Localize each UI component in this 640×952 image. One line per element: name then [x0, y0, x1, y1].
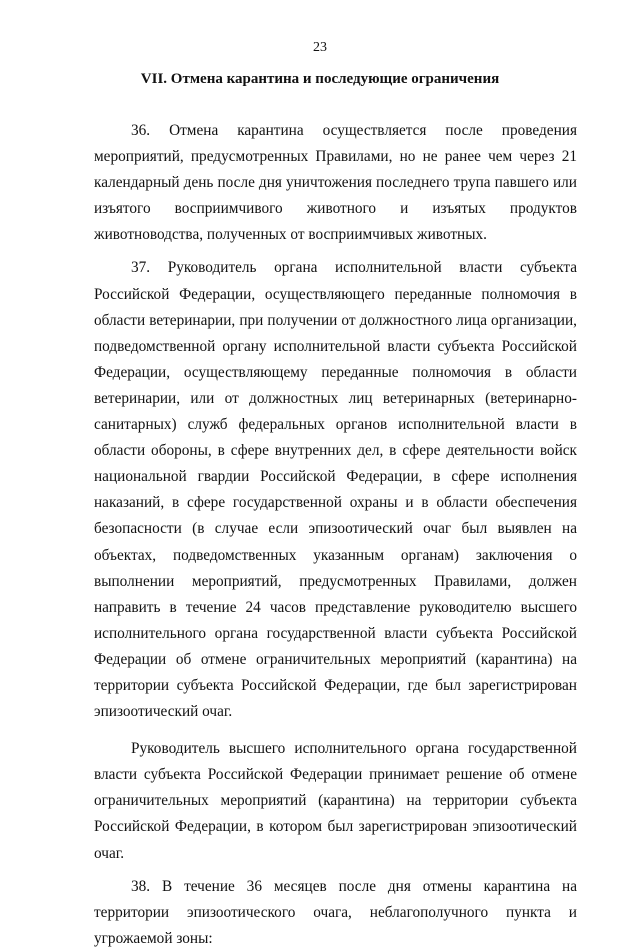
page-number: 23 — [313, 40, 327, 55]
paragraph-37: 37. Руководитель органа исполнительной власти субъекта Российской Федерации, осуществляющего переданные полномочия в области ветеринарии, при получении от должностного лица организации, подведомственной органу исполнительной власти субъекта Российской Федерации, осуществляющему переданные полномочия в области ветеринарии, или от должностных лиц ветеринарных (ветеринарно-санитарных) служб федеральных органов исполнительной власти в области обороны, в сфере внутренних дел, в сфере деятельности войск национальной гвардии Российской Федерации, в сфере исполнения наказаний, в сфере государственной охраны и в области обеспечения безопасности (в случае если эпизоотический очаг был выявлен на объектах, подведомственных указанным органам) заключения о выполнении мероприятий, предусмотренных Правилами, должен направить в течение 24 часов представление руководителю высшего исполнительного органа государственной власти субъекта Российской Федерации об отмене ограничительных мероприятий (карантина) на территории субъекта Российской Федерации, где был зарегистрирован эпизоотический очаг. — [94, 259, 577, 721]
section-title: VII. Отмена карантина и последующие ограничения — [140, 71, 500, 87]
paragraph-36: 36. Отмена карантина осуществляется после проведения мероприятий, предусмотренных Правилами, но не ранее чем через 21 календарный день после дня уничтожения последнего трупа павшего или изъятого восприимчивого животного и изъятых продуктов животноводства, полученных от восприимчивых животных. — [94, 122, 577, 244]
paragraph-37-continuation: Руководитель высшего исполнительного органа государственной власти субъекта Российской Федерации принимает решение об отмене ограничительных мероприятий (карантина) на территории субъекта Российской Федерации, в котором был зарегистрирован эпизоотический очаг. — [94, 740, 577, 862]
body-text — [94, 118, 577, 952]
paragraph-38: 38. В течение 36 месяцев после дня отмены карантина на территории эпизоотического очага, неблагополучного пункта и угрожаемой зоны: — [94, 877, 577, 947]
